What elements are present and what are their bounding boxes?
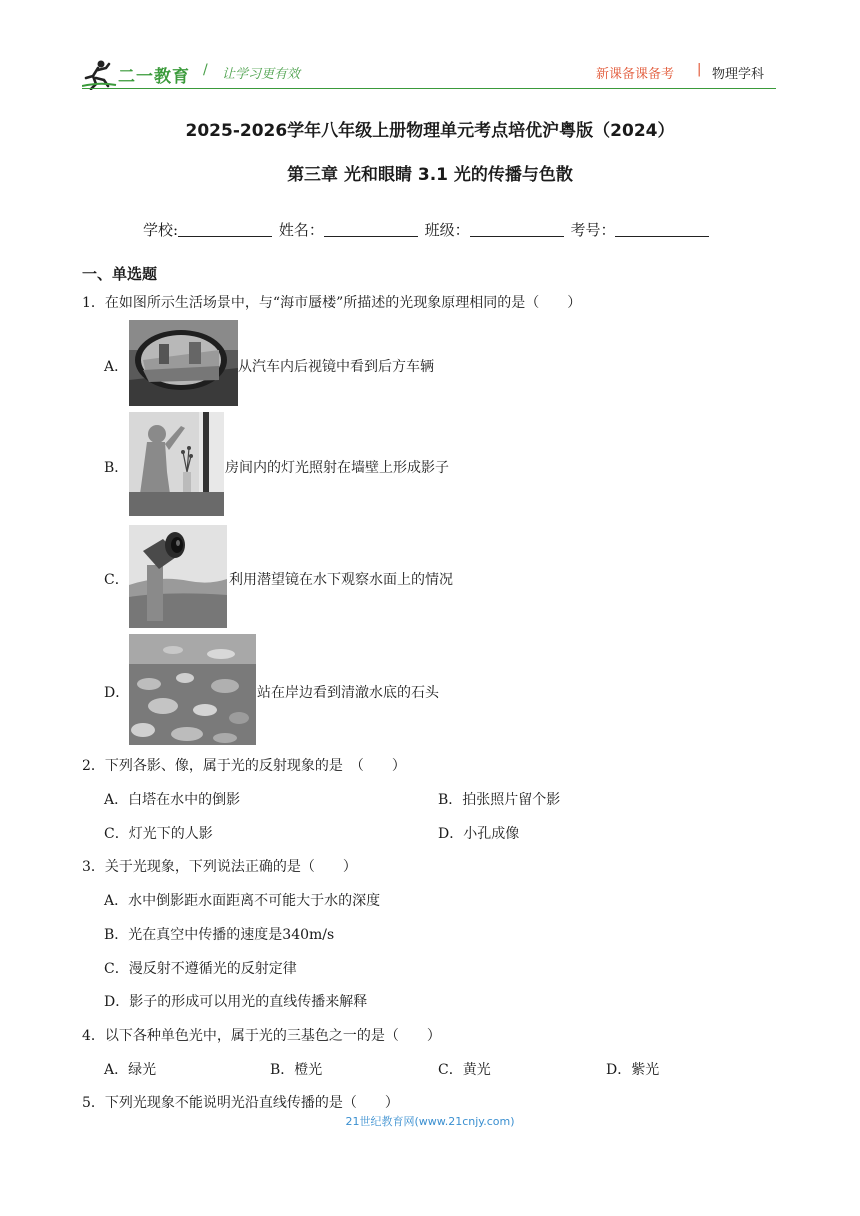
q2-option-c: [104, 823, 213, 843]
q2-option-d: [438, 823, 519, 843]
question-5: 5．下列光现象不能说明光沿直线传播的是（ ）: [82, 1095, 399, 1111]
water-stones-image: [129, 634, 256, 745]
slogan-divider: /: [203, 62, 208, 78]
q4-option-d-letter: D．: [606, 1062, 632, 1078]
periscope-image: [129, 525, 227, 628]
q4-option-c: [438, 1059, 491, 1079]
field-label-name: 姓名：: [278, 221, 324, 239]
q4-option-a-text: 绿光: [128, 1062, 157, 1078]
q2-option-c-letter: C．: [104, 826, 129, 842]
q4-option-a: [104, 1059, 156, 1079]
car-mirror-image: [129, 320, 238, 406]
q3-option-d: [104, 991, 367, 1011]
q2-option-a-text: 白塔在水中的倒影: [128, 792, 241, 808]
q1-option-c-text: 利用潜望镜在水下观察水面上的情况: [229, 572, 453, 588]
header-course-label: 新课备课备考: [596, 67, 675, 82]
field-blank-exam-no[interactable]: [615, 222, 709, 237]
slogan: 让学习更有效: [222, 67, 301, 82]
q1-option-b-letter: B．: [104, 460, 129, 476]
q2-option-c-text: 灯光下的人影: [128, 826, 213, 842]
wall-shadow-image: [129, 412, 224, 516]
field-blank-school[interactable]: [178, 222, 272, 237]
question-4: 4．以下各种单色光中，属于光的三基色之一的是（ ）: [82, 1028, 441, 1044]
field-blank-name[interactable]: [324, 222, 418, 237]
q3-option-b-letter: B．: [104, 927, 129, 943]
footer-source[interactable]: 21世纪教育网(www.21cnjy.com): [345, 1115, 515, 1128]
q1-option-c-letter: C．: [104, 572, 129, 588]
q4-option-b-text: 橙光: [294, 1062, 323, 1078]
q4-option-b: [270, 1059, 322, 1079]
question-3: 3．关于光现象，下列说法正确的是（ ）: [82, 859, 357, 875]
header-subject: 物理学科: [712, 67, 765, 82]
q2-option-d-letter: D．: [438, 826, 464, 842]
field-blank-class[interactable]: [470, 222, 564, 237]
q4-option-c-letter: C．: [438, 1062, 463, 1078]
q3-option-b-text: 光在真空中传播的速度是340m/s: [128, 927, 335, 943]
logo-text: 二一教育: [118, 67, 190, 87]
q4-option-a-letter: A．: [104, 1062, 129, 1078]
header-separator: |: [697, 62, 702, 77]
q3-option-d-letter: D．: [104, 994, 130, 1010]
student-info-fields: [143, 219, 711, 240]
q4-option-d: [606, 1059, 659, 1079]
q1-option-a-text: 从汽车内后视镜中看到后方车辆: [238, 359, 434, 375]
question-1: 1．在如图所示生活场景中，与“海市蜃楼”所描述的光现象原理相同的是（ ）: [82, 295, 582, 311]
q3-option-b: [104, 924, 334, 944]
q1-option-d-text: 站在岸边看到清澈水底的石头: [257, 685, 439, 701]
page-title: 2025-2026学年八年级上册物理单元考点培优沪粤版（2024）: [185, 121, 675, 141]
header-divider: [82, 88, 776, 89]
q3-option-d-text: 影子的形成可以用光的直线传播来解释: [129, 994, 368, 1010]
q2-option-b-letter: B．: [438, 792, 463, 808]
question-2: 2．下列各影、像，属于光的反射现象的是 （ ）: [82, 758, 406, 774]
q3-option-a-text: 水中倒影距水面距离不可能大于水的深度: [128, 893, 381, 909]
q2-option-b: [438, 789, 560, 809]
field-label-class: 班级：: [424, 221, 470, 239]
q3-option-a-letter: A．: [104, 893, 129, 909]
q2-option-a-letter: A．: [104, 792, 129, 808]
q3-option-c: [104, 958, 297, 978]
q2-option-a: [104, 789, 240, 809]
q3-option-c-letter: C．: [104, 961, 129, 977]
q1-option-d-letter: D．: [104, 685, 130, 701]
section-title: 一、单选题: [82, 265, 158, 283]
page-subtitle: 第三章 光和眼睛 3.1 光的传播与色散: [287, 165, 573, 185]
q4-option-c-text: 黄光: [462, 1062, 491, 1078]
q2-option-b-text: 拍张照片留个影: [462, 792, 561, 808]
q4-option-d-text: 紫光: [631, 1062, 660, 1078]
field-label-school: 学校:: [143, 221, 179, 239]
q2-option-d-text: 小孔成像: [463, 826, 520, 842]
field-label-exam-no: 考号：: [570, 221, 616, 239]
q4-option-b-letter: B．: [270, 1062, 295, 1078]
q3-option-a: [104, 890, 380, 910]
q3-option-c-text: 漫反射不遵循光的反射定律: [128, 961, 297, 977]
q1-option-a-letter: A．: [104, 359, 129, 375]
q1-option-b-text: 房间内的灯光照射在墙壁上形成影子: [225, 460, 449, 476]
